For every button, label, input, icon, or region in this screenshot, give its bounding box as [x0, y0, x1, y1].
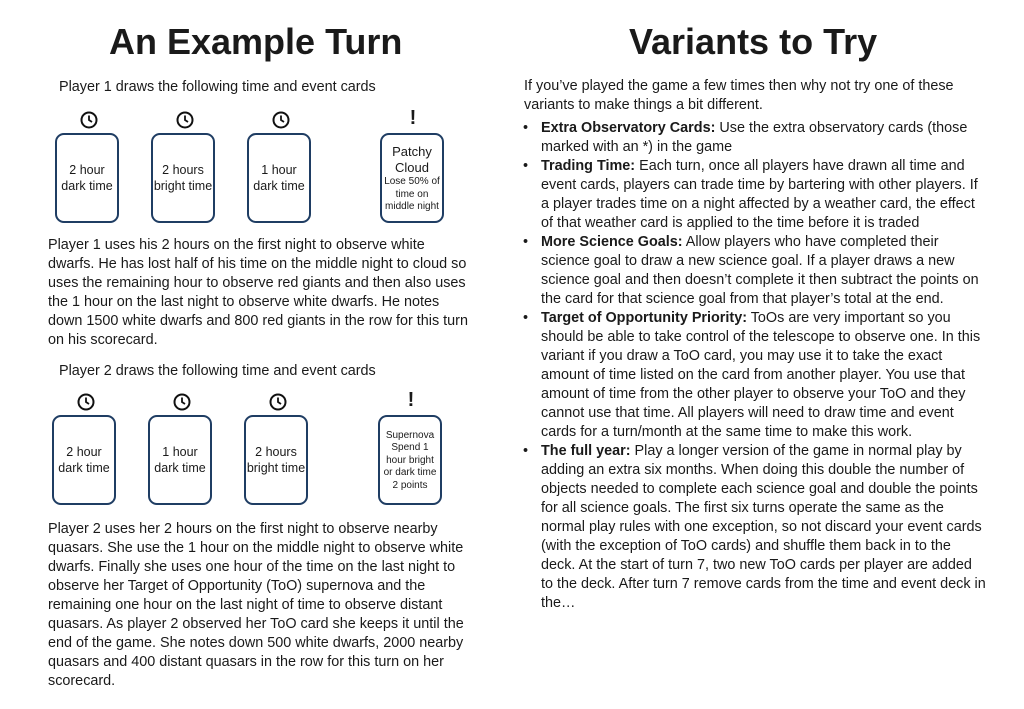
- event-card-points: 2 points: [392, 479, 428, 491]
- variant-name: Target of Opportunity Priority:: [541, 310, 747, 326]
- list-item: • The full year: Play a longer version of the game in normal play by adding an extra six months. When doing this double the number of objects needed to complete each science goal and double the points for all science goals. The first six turns operate the same as the normal play rules with one exception, so not discard your event cards (with the exception of ToO cards) and shuffle them back in to the deck. At the start of turn 7, two new ToO cards per player are added to the deck. After turn 7 remove cards from the time and event deck in the…: [523, 443, 986, 611]
- list-item: • Trading Time: Each turn, once all players have drawn all time and event cards, players can trade time by bartering with other players. If a player trades time on a night affected by a weather card, the effect of that weather card is applied to the time before it is traded: [523, 158, 978, 231]
- clock-icon: [76, 392, 96, 412]
- clock-icon: [175, 110, 195, 130]
- event-card-patchy-cloud: [380, 133, 444, 223]
- time-card: 1 hour dark time: [148, 415, 212, 505]
- event-exclamation-icon: !: [409, 107, 417, 129]
- player2-description: Player 2 uses her 2 hours on the first night to observe nearby quasars. She use the 1 hour on the middle night to observe white dwarfs. Finally she uses one hour of the time on the last night to observe her Target of Opportunity (ToO) supernova and the remaining one hour on the last night of time to observe distant quasars. As player 2 observed her ToO card she keeps it until the end of the game. She notes down 500 white dwarfs, 2000 nearby quasars and 400 distant quasars in the row for this turn on her scorecard.: [48, 521, 464, 689]
- player1-intro: Player 1 draws the following time and event cards: [59, 79, 376, 95]
- clock-icon: [271, 110, 291, 130]
- variant-name: More Science Goals:: [541, 234, 683, 250]
- list-item: • More Science Goals: Allow players who have completed their science goal to draw a new science goal. If a player draws a new science goal and then doesn’t complete it then subtract the points on the card for that science goal from that player’s total at the end.: [523, 234, 979, 307]
- time-card: 2 hour dark time: [52, 415, 116, 505]
- variant-name: Trading Time:: [541, 158, 636, 174]
- event-card-body: Spend 1 hour bright or dark time: [383, 442, 437, 479]
- event-card-supernova: [378, 415, 442, 505]
- time-card: 1 hour dark time: [247, 133, 311, 223]
- variant-text: Use the extra observatory cards (those marked with an *) in the game: [541, 120, 968, 155]
- time-card: 2 hours bright time: [151, 133, 215, 223]
- clock-icon: [172, 392, 192, 412]
- clock-icon: [79, 110, 99, 130]
- variant-text: ToOs are very important so you should be able to take control of the telescope to observe one. In this variant if you draw a ToO card, you may use it to take the exact amount of time listed on the card from another player. You use that amount of time from the other player to observe your ToO and they cannot use that time. All players will need to draw time and event cards for a turn/month at the same time to make this work.: [541, 310, 981, 440]
- variant-text: Each turn, once all players have drawn all time and event cards, players can trade time by bartering with other players. If a player trades time on a night affected by a weather card, the effect of that weather card is applied to the time before it is traded: [541, 158, 978, 231]
- time-card: 2 hours bright time: [244, 415, 308, 505]
- player1-description: Player 1 uses his 2 hours on the first night to observe white dwarfs. He has lost half of his time on the middle night to cloud so uses the remaining hour to observe red giants and then also uses the 1 hour on the last night to observe white dwarfs. He notes down 1500 white dwarfs and 800 red giants in the row for this turn on his scorecard.: [48, 237, 468, 348]
- variant-name: Extra Observatory Cards:: [541, 120, 716, 136]
- clock-icon: [268, 392, 288, 412]
- event-card-title: Patchy Cloud: [392, 144, 432, 176]
- time-card: 2 hour dark time: [55, 133, 119, 223]
- list-item: • Extra Observatory Cards: Use the extra observatory cards (those marked with an *) in the game: [523, 120, 968, 155]
- page-title-example-turn: An Example Turn: [109, 21, 403, 62]
- event-card-body: Lose 50% of time on middle night: [384, 176, 440, 213]
- event-card-title: Supernova: [385, 429, 435, 441]
- list-item: • Target of Opportunity Priority: ToOs are very important so you should be able to take control of the telescope to observe one. In this variant if you draw a ToO card, you may use it to take the exact amount of time listed on the card from another player. You use that amount of time from the other player to observe your ToO and they cannot use that time. All players will need to draw time and event cards for a turn/month at the same time to make this work.: [523, 310, 981, 440]
- event-exclamation-icon: !: [407, 389, 415, 411]
- player2-intro: Player 2 draws the following time and event cards: [59, 363, 376, 379]
- variants-intro: If you’ve played the game a few times then why not try one of these variants to make things a bit different.: [524, 78, 954, 113]
- page-title-variants: Variants to Try: [629, 21, 878, 62]
- variant-name: The full year:: [541, 443, 631, 459]
- variant-text: Allow players who have completed their science goal to draw a new science goal. If a player draws a new science goal and then doesn’t complete it then subtract the points on the card for that science goal from that player’s total at the end.: [541, 234, 979, 307]
- variants-list: [521, 119, 987, 613]
- variant-text: Play a longer version of the game in normal play by adding an extra six months. When doing this double the number of objects needed to complete each science goal and double the points for all science goals. The first six turns operate the same as the normal play rules with one exception, so not discard your event cards (with the exception of ToO cards) and shuffle them back in to the deck. At the start of turn 7, two new ToO cards per player are added to the deck. After turn 7 remove cards from the time and event deck in the…: [541, 443, 986, 611]
